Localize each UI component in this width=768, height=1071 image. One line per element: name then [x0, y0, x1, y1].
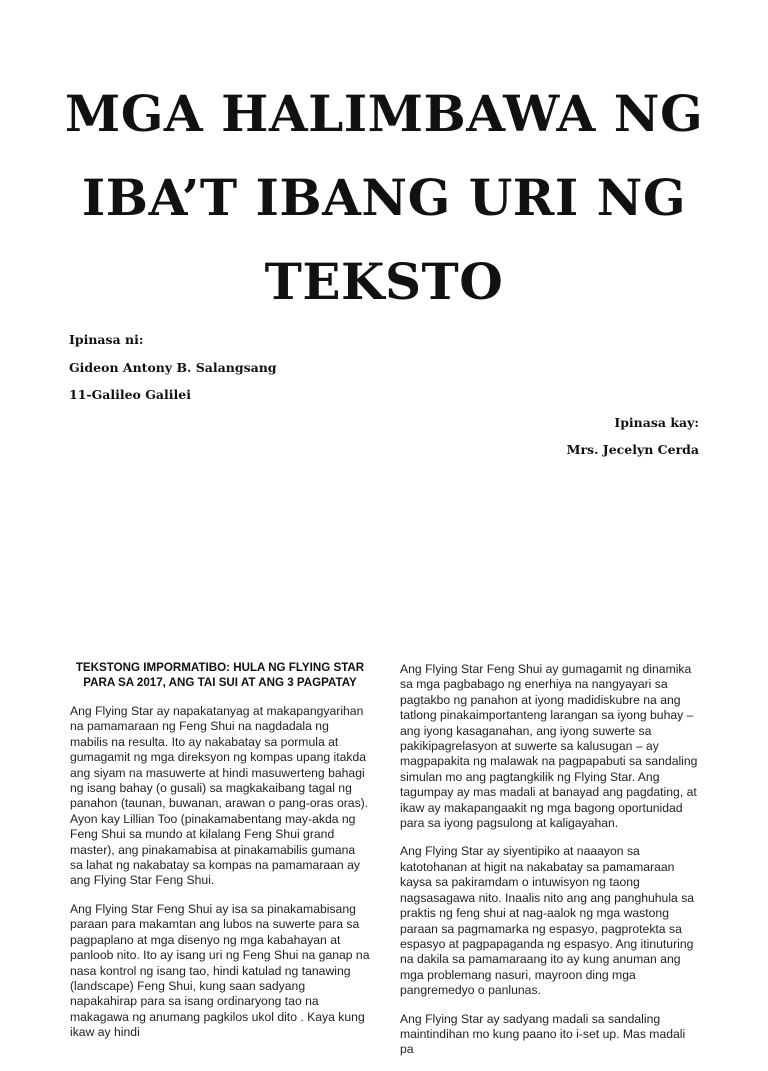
title-line-3: TEKSTO: [264, 252, 504, 311]
author-section: 11-Galileo Galilei: [69, 387, 191, 402]
title-line-1: MGA HALIMBAWA NG: [64, 84, 704, 143]
author-name: Gideon Antony B. Salangsang: [69, 360, 277, 375]
left-column: [70, 660, 370, 1054]
right-paragraph-1: Ang Flying Star Feng Shui ay gumagamit ng dinamika sa mga pagbabago ng enerhiya na nangyayari sa pagtakbo ng panahon at iyong madidiskubre na ang tatlong pinakaimportanteng larangan sa iyong buhay – ang iyong kasaganahan, ang iyong suwerte sa pakikipagrelasyon at suwerte sa kalusugan – ay magpapakita ng malawak na pagpapabuti sa sandaling simulan mo ang pagtangkilik ng Flying Star. Ang tagumpay ay mas madali at banayad ang pagdating, at ikaw ay makapangaakit ng mga bagong oportunidad para sa iyong pagsulong at kaligayahan.: [400, 662, 698, 831]
right-paragraph-3: Ang Flying Star ay sadyang madali sa sandaling maintindihan mo kung paano ito i-set up. Mas madali pa: [400, 1011, 686, 1057]
title-line-2: IBA’T IBANG URI NG: [81, 168, 687, 227]
teacher-name: Mrs. Jecelyn Cerda: [566, 442, 699, 457]
left-paragraph-1: Ang Flying Star ay napakatanyag at makapangyarihan na pamamaraan ng Feng Shui na nagdadala ng mabilis na resulta. Ito ay nakabatay sa pormula at gumagamit ng mga direksyon ng kompas upang itakda ang siyam na masuwerte at hindi masuwerteng bahagi ng isang bahay (o gusali) sa magkakaibang tagal ng panahon (taunan, buwanan, arawan o pang-oras oras). Ayon kay Lillian Too (pinakamabentang may-akda ng Feng Shui sa mundo at kilalang Feng Shui grand master), ang pinakamabisa at pinakamabilis gumana sa lahat ng nakabatay sa kompas na pamamaraan ay ang Flying Star Feng Shui.: [70, 704, 369, 888]
document-title: [40, 72, 728, 324]
section-heading: TEKSTONG IMPORMATIBO: HULA NG FLYING STAR PARA SA 2017, ANG TAI SUI AT ANG 3 PAGPATAY: [75, 661, 365, 689]
left-paragraph-2: Ang Flying Star Feng Shui ay isa sa pinakamabisang paraan para makamtan ang lubos na suwerte para sa pagpaplano at mga disenyo ng mga kabahayan at panloob nito. Ito ay isang uri ng Feng Shui na ganap na nasa kontrol ng isang tao, hindi katulad ng tanawing (landscape) Feng Shui, kung saan sadyang napakahirap para sa isang ordinaryong tao na makagawa ng anumang pagkilos ukol dito . Kaya kung ikaw ay hindi: [70, 901, 370, 1040]
submitted-by-label: Ipinasa ni:: [69, 332, 144, 347]
right-paragraph-2: Ang Flying Star ay siyentipiko at naaayon sa katotohanan at higit na nakabatay sa pamamaraan kaysa sa pakiramdam o intuwisyon ng taong nagsasagawa nito. Inaalis nito ang ang panghuhula sa praktis ng feng shui at nag-aalok ng mga wastong paraan sa pagmamarka ng espasyo, pagprotekta sa espasyo at pagpapaganda ng espasyo. Ang itinuturing na dakila sa pamamaraang ito ay kung anuman ang mga problemang nasuri, mayroon ding mga pangremedyo o panlunas.: [400, 844, 695, 998]
submitted-to-label: Ipinasa kay:: [614, 415, 699, 430]
right-column: [400, 662, 700, 1071]
